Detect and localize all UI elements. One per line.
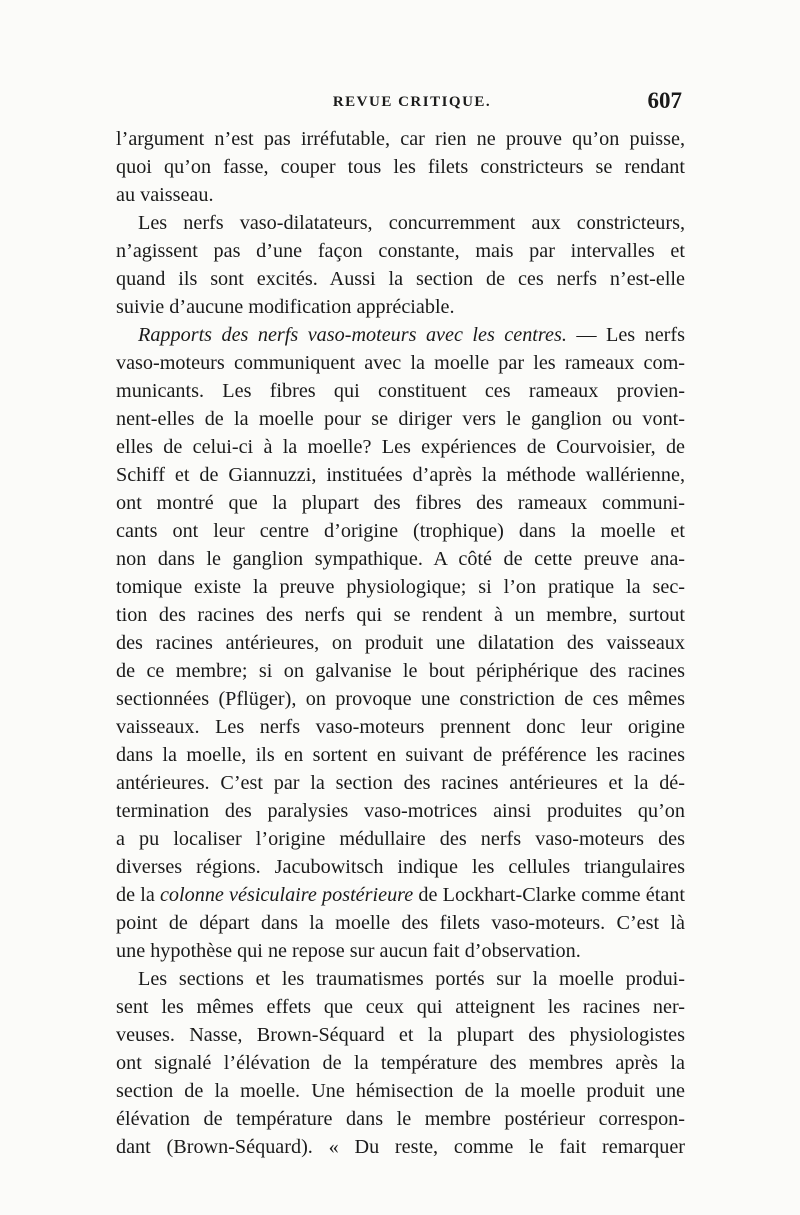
body-text — [116, 125, 685, 1161]
text-line: vaisseaux. Les nerfs vaso-moteurs prennent donc leur origine — [116, 716, 685, 738]
text-line: dant (Brown-Séquard). « Du reste, comme le fait remarquer — [116, 1136, 685, 1158]
page-number: 607 — [647, 88, 682, 113]
text-line: élévation de température dans le membre postérieur correspon- — [116, 1108, 685, 1130]
text-line: termination des paralysies vaso-motrices ainsi produites qu’on — [116, 800, 685, 822]
text-line: veuses. Nasse, Brown-Séquard et la plupart des physiologistes — [116, 1024, 685, 1046]
text-line: vaso-moteurs communiquent avec la moelle par les rameaux com- — [116, 352, 685, 374]
text-line: de ce membre; si on galvanise le bout périphérique des racines — [116, 660, 685, 682]
text-line: des racines antérieures, on produit une dilatation des vaisseaux — [116, 632, 685, 654]
text-line: tion des racines des nerfs qui se rendent à un membre, surtout — [116, 604, 685, 626]
text-line: elles de celui-ci à la moelle? Les expériences de Courvoisier, de — [116, 436, 685, 458]
text-line: sent les mêmes effets que ceux qui atteignent les racines ner- — [116, 996, 685, 1018]
section-heading-line — [116, 321, 685, 349]
text-line: section de la moelle. Une hémisection de la moelle produit une — [116, 1080, 685, 1102]
text-line: Schiff et de Giannuzzi, instituées d’après la méthode wallérienne, — [116, 464, 685, 486]
section-heading-continuation: — Les nerfs — [566, 324, 685, 346]
text-line: au vaisseau. — [116, 184, 214, 206]
text-line: tomique existe la preuve physiologique; si l’on pratique la sec- — [116, 576, 685, 598]
paragraph-start-line: Les nerfs vaso-dilatateurs, concurremment aux constricteurs, — [138, 212, 685, 234]
text-fragment: de Lockhart-Clarke comme étant — [413, 884, 686, 906]
text-line: suivie d’aucune modification appréciable. — [116, 296, 455, 318]
text-line: nent-elles de la moelle pour se diriger vers le ganglion ou vont- — [116, 408, 685, 430]
text-line: dans la moelle, ils en sortent en suivant de préférence les racines — [116, 744, 685, 766]
text-line: sectionnées (Pflüger), on provoque une constriction de ces mêmes — [116, 688, 685, 710]
text-line: l’argument n’est pas irréfutable, car rien ne prouve qu’on puisse, — [116, 128, 685, 150]
text-line: quoi qu’on fasse, couper tous les filets constricteurs se rendant — [116, 156, 685, 178]
text-line: a pu localiser l’origine médullaire des nerfs vaso-moteurs des — [116, 828, 685, 850]
text-line-with-italic — [116, 881, 685, 909]
text-line: une hypothèse qui ne repose sur aucun fait d’observation. — [116, 940, 581, 962]
text-line: ont signalé l’élévation de la température des membres après la — [116, 1052, 685, 1074]
text-line: ont montré que la plupart des fibres des rameaux communi- — [116, 492, 685, 514]
text-line: antérieures. C’est par la section des racines antérieures et la dé- — [116, 772, 685, 794]
section-heading: Rapports des nerfs vaso-moteurs avec les centres. — [138, 324, 567, 346]
running-head: REVUE CRITIQUE. — [332, 94, 492, 110]
text-line: non dans le ganglion sympathique. A côté de cette preuve ana- — [116, 548, 685, 570]
text-line: n’agissent pas d’une façon constante, mais par intervalles et — [116, 240, 685, 262]
text-line: quand ils sont excités. Aussi la section de ces nerfs n’est-elle — [116, 268, 685, 290]
text-line: point de départ dans la moelle des filets vaso-moteurs. C’est là — [116, 912, 685, 934]
text-line: cants ont leur centre d’origine (trophique) dans la moelle et — [116, 520, 685, 542]
italic-term: colonne vésiculaire postérieure — [159, 884, 414, 906]
text-fragment: de la — [116, 884, 160, 906]
paragraph-start-line: Les sections et les traumatismes portés sur la moelle produi- — [138, 968, 685, 990]
page-header — [116, 88, 682, 122]
text-line: diverses régions. Jacubowitsch indique les cellules triangulaires — [116, 856, 685, 878]
text-line: municants. Les fibres qui constituent ces rameaux provien- — [116, 380, 685, 402]
